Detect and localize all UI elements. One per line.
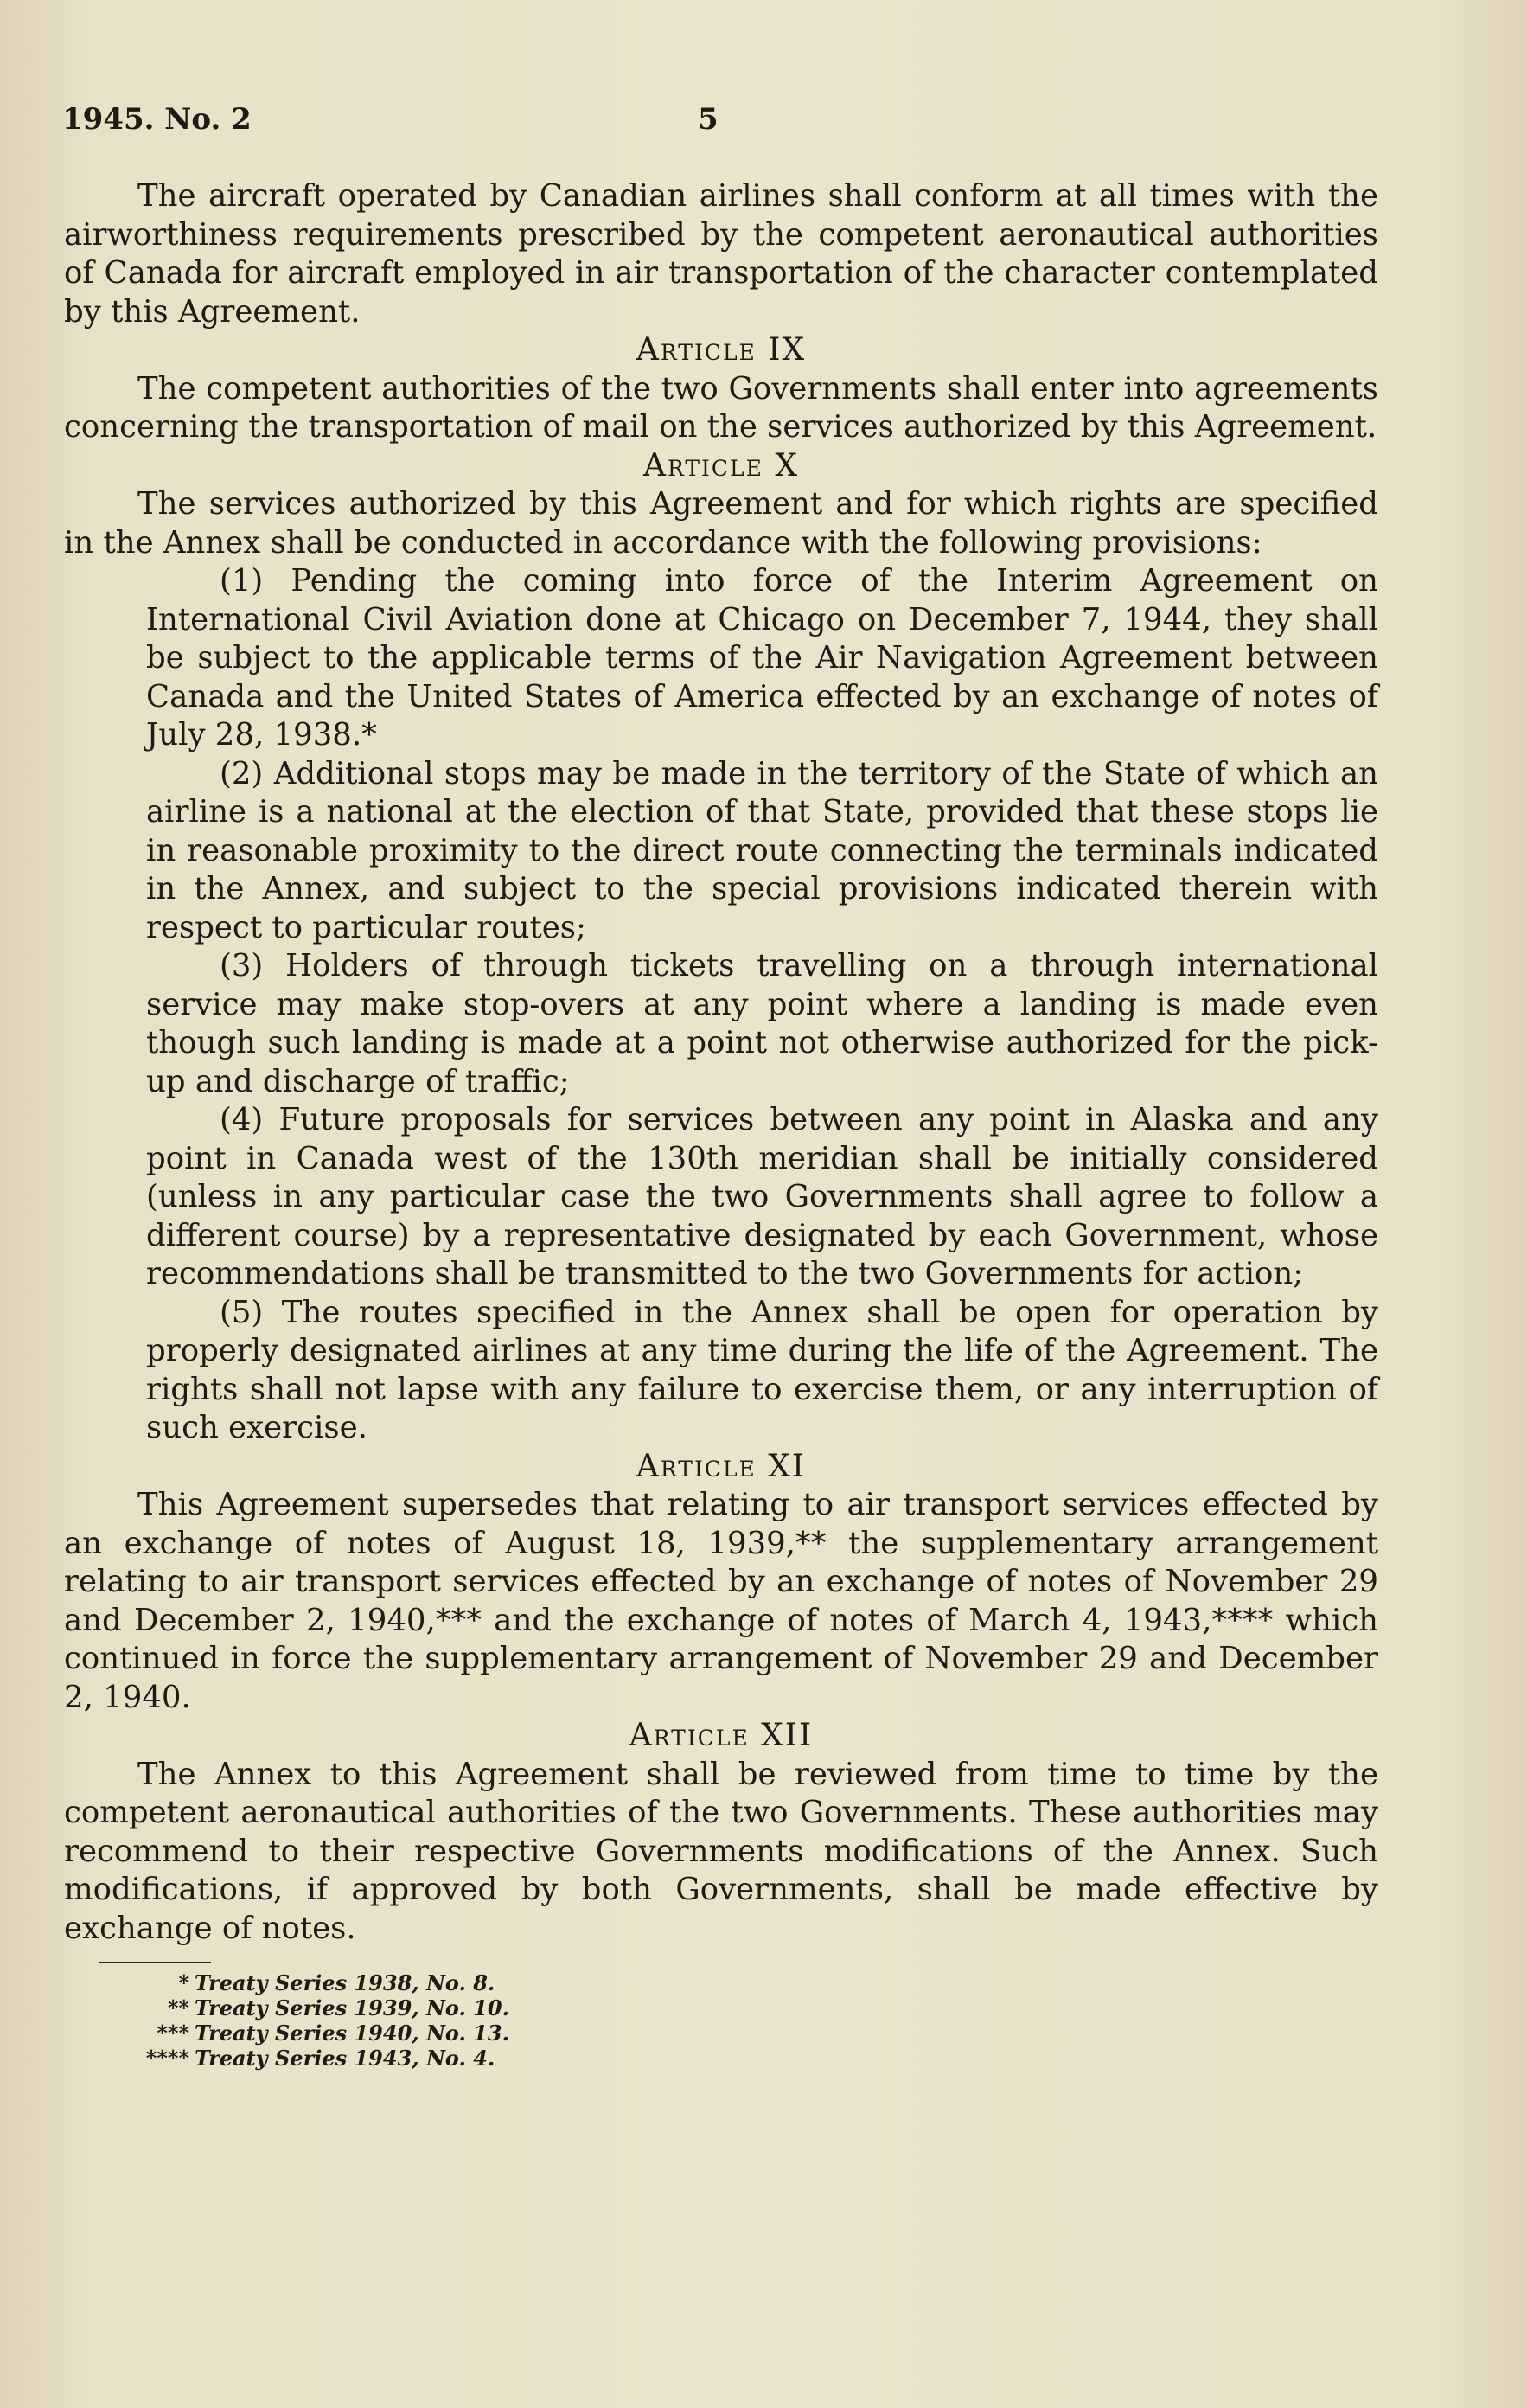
article-heading: Article X bbox=[643, 447, 799, 484]
series-number: 1945. No. 2 bbox=[62, 102, 252, 137]
provision-item: (4) Future proposals for services between any point in Alaska and any point in Canada west of the 130th meridian shall be initially considered (unless in any particular case the two Governments shall agree to follow a different course) by a representative designated by each Government, whose recommendations shall be transmitted to the two Governments for action; bbox=[146, 1102, 1378, 1291]
article-paragraph: This Agreement supersedes that relating to air transport services effected by an exchange of notes of August 18, 1939,** the supplementary arrangement relating to air transport services effected by an exchange of notes of November 29 and December 2, 1940,*** and the exchange of notes of March 4, 1943,**** which continued in force the supplementary arrangement of November 29 and December 2, 1940. bbox=[64, 1487, 1378, 1715]
page-number: 5 bbox=[698, 102, 719, 137]
article-x bbox=[64, 447, 1378, 1448]
article-xi bbox=[64, 1448, 1378, 1718]
footnote-text: Treaty Series 1943, No. 4. bbox=[195, 2046, 495, 2071]
footnote bbox=[125, 2021, 1378, 2046]
footnote-mark: * bbox=[178, 1970, 189, 1995]
article-xii bbox=[64, 1717, 1378, 1948]
body-text bbox=[64, 177, 1378, 2071]
article-heading: Article XI bbox=[636, 1448, 807, 1484]
article-paragraph: The competent authorities of the two Governments shall enter into agreements concerning the transportation of mail on the services authorized by this Agreement. bbox=[64, 370, 1378, 445]
article-paragraph: The services authorized by this Agreement and for which rights are specified in the Annex shall be conducted in accordance with the following provisions: bbox=[64, 486, 1378, 560]
footnotes bbox=[64, 1970, 1378, 2071]
footnote bbox=[125, 1970, 1378, 1995]
provision-item: (1) Pending the coming into force of the Interim Agreement on International Civil Aviation done at Chicago on December 7, 1944, they shall be subject to the applicable terms of the Air Navigation Agreement between Canada and the United States of America effected by an exchange of notes of July 28, 1938.* bbox=[146, 563, 1378, 752]
page-header bbox=[62, 102, 1377, 154]
provision-item: (5) The routes specified in the Annex shall be open for operation by properly designated airlines at any time during the life of the Agreement. The rights shall not lapse with any failure to exercise them, or any interruption of such exercise. bbox=[146, 1294, 1378, 1445]
article-paragraph: The Annex to this Agreement shall be reviewed from time to time by the competent aeronautical authorities of the two Governments. These authorities may recommend to their respective Governments modifications of the Annex. Such modifications, if approved by both Governments, shall be made effective by exchange of notes. bbox=[64, 1756, 1378, 1946]
provision-item: (3) Holders of through tickets travelling on a through international service may make stop-overs at any point where a landing is made even though such landing is made at a point not otherwise authorized for the pick-up and discharge of traffic; bbox=[146, 948, 1378, 1099]
footnote bbox=[125, 1995, 1378, 2021]
footnote-mark: **** bbox=[145, 2046, 189, 2071]
article-heading: Article XII bbox=[629, 1718, 814, 1753]
footnote-text: Treaty Series 1938, No. 8. bbox=[195, 1970, 495, 1995]
article-heading: Article IX bbox=[636, 332, 807, 368]
footnote-mark: ** bbox=[167, 1995, 189, 2021]
footnote-text: Treaty Series 1939, No. 10. bbox=[195, 1995, 509, 2021]
provision-item: (2) Additional stops may be made in the territory of the State of which an airline is a national at the election of that State, provided that these stops lie in reasonable proximity to the direct route connecting the terminals indicated in the Annex, and subject to the special provisions indicated therein with respect to particular routes; bbox=[146, 755, 1378, 945]
footnote-divider bbox=[99, 1962, 211, 1963]
intro-paragraph: The aircraft operated by Canadian airlines shall conform at all times with the airworthiness requirements prescribed by the competent aeronautical authorities of Canada for aircraft employed in air transportation of the character contemplated by this Agreement. bbox=[64, 178, 1378, 330]
footnote bbox=[125, 2046, 1378, 2071]
footnote-text: Treaty Series 1940, No. 13. bbox=[195, 2021, 509, 2046]
footnote-mark: *** bbox=[157, 2021, 189, 2046]
article-ix bbox=[64, 331, 1378, 447]
